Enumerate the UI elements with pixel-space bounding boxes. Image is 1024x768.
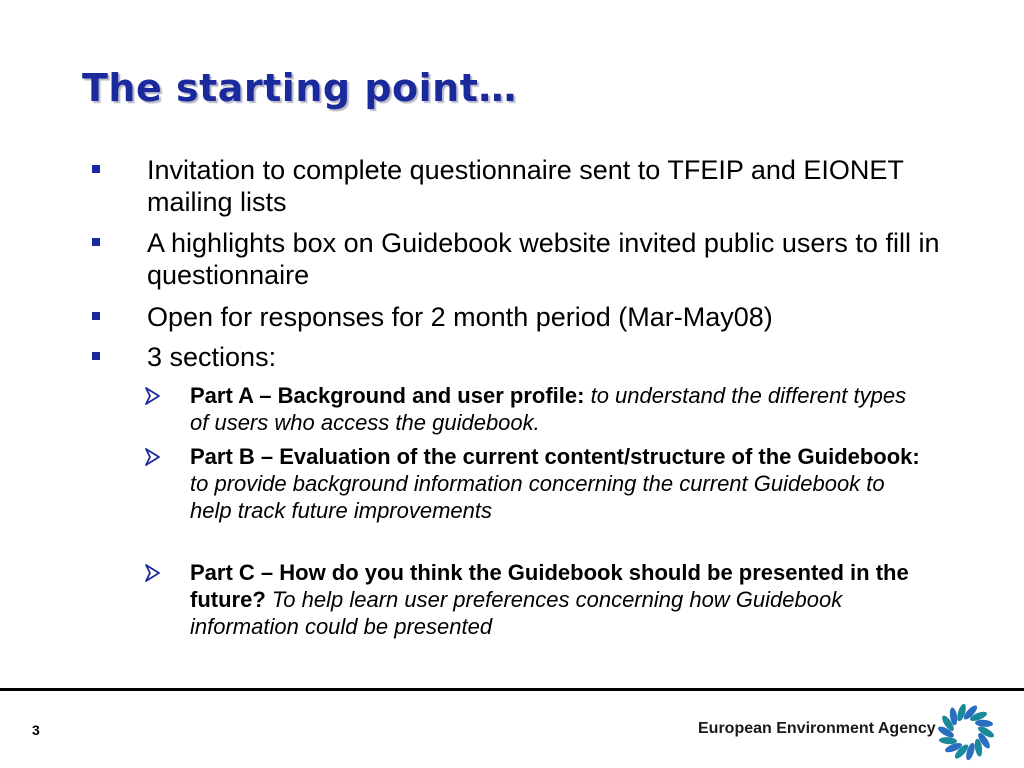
logo-petal	[975, 719, 993, 727]
square-bullet-icon	[92, 312, 100, 320]
arrow-bullet-icon	[143, 386, 163, 406]
sub-bullet-heading: Part B – Evaluation of the current content/structure of the Guidebook:	[190, 444, 920, 469]
bullet-text: 3 sections:	[147, 342, 277, 372]
bullet-text: Open for responses for 2 month period (Mar-May08)	[147, 302, 773, 332]
sub-bullet-description: to understand the different types of users who access the guidebook.	[190, 383, 907, 435]
eea-logo-icon	[930, 696, 1002, 762]
sub-bullet-description: to provide background information concerning the current Guidebook to help track future improvements	[190, 471, 885, 523]
arrow-bullet-icon	[143, 563, 163, 583]
bullet-text: A highlights box on Guidebook website invited public users to fill in questionnaire	[147, 228, 940, 290]
page-number: 3	[32, 722, 40, 738]
sub-bullet-heading: Part A – Background and user profile:	[190, 383, 585, 408]
slide-title: The starting point…	[82, 66, 517, 110]
square-bullet-icon	[92, 165, 100, 173]
sub-bullet-description: To help learn user preferences concerning how Guidebook information could be presented	[190, 587, 843, 639]
arrow-bullet-icon	[143, 447, 163, 467]
sub-bullet-text	[190, 443, 930, 524]
bullet-text: Invitation to complete questionnaire sent to TFEIP and EIONET mailing lists	[147, 155, 904, 217]
footer-divider	[0, 688, 1024, 691]
logo-petal	[939, 737, 957, 745]
sub-bullet-text	[190, 559, 930, 640]
sub-bullet-heading: Part C – How do you think the Guidebook should be presented in the future?	[190, 560, 909, 612]
agency-name: European Environment Agency	[698, 720, 936, 737]
square-bullet-icon	[92, 238, 100, 246]
sub-bullet-text	[190, 382, 930, 436]
square-bullet-icon	[92, 352, 100, 360]
